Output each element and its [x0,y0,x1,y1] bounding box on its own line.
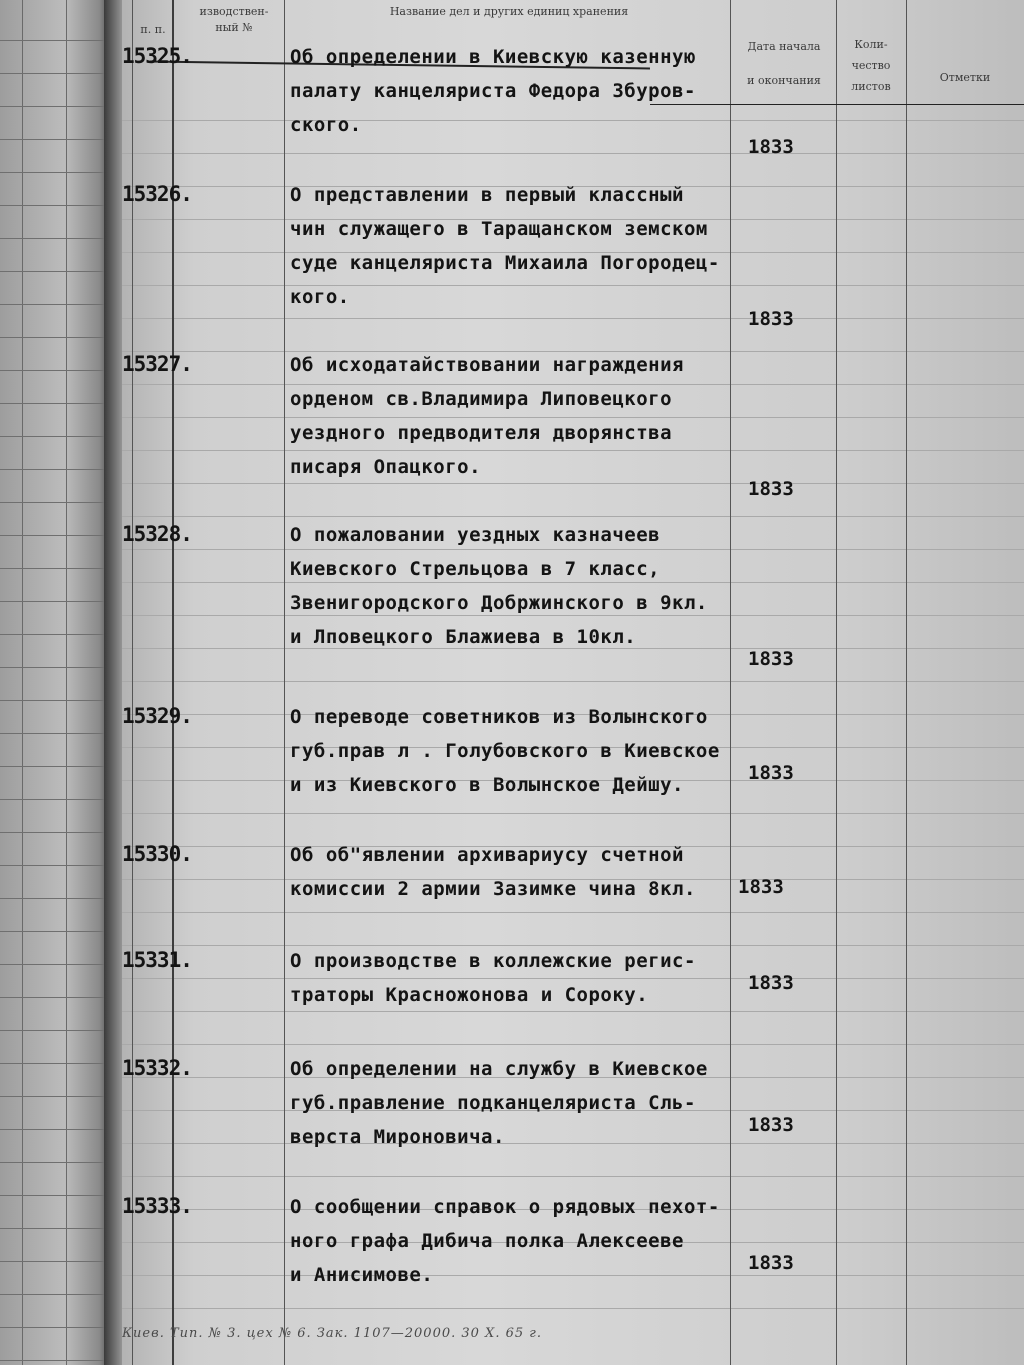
left-ruled-line [0,700,108,701]
entry-year: 1833 [748,308,794,330]
left-ruled-line [0,40,108,41]
header-prod: изводствен- ный № [199,5,269,34]
ruled-line [122,681,1024,682]
description-line: комиссии 2 армии Зазимке чина 8кл. [290,878,696,900]
left-ruled-line [0,1162,108,1163]
ruled-line [122,1044,1024,1045]
entry-number: 15331. [122,948,192,972]
left-ruled-line [0,568,108,569]
header-dates: Дата начала и окончания [747,40,821,87]
rule-title [284,0,285,1365]
description-line: верста Мироновича. [290,1126,505,1148]
entry-description [290,944,696,1012]
entry-number: 15330. [122,842,192,866]
ruled-line [122,318,1024,319]
entry-number: 15332. [122,1056,192,1080]
left-ruled-line [0,898,108,899]
description-line: уездного предводителя дворянства [290,422,673,444]
left-ruled-line [0,931,108,932]
description-line: суде канцеляриста Михаила Погородец- [290,252,720,274]
left-ruled-line [0,766,108,767]
rule-dates [730,0,731,1365]
entry-year: 1833 [748,1114,794,1136]
left-ruled-line [0,304,108,305]
left-ruled-line [0,337,108,338]
entry-description [290,348,684,484]
entry-number: 15326. [122,182,192,206]
left-ruled-line [0,964,108,965]
entry-description [290,178,720,314]
description-line: губ.прав л . Голубовского в Киевское [290,740,720,762]
description-line: траторы Красножонова и Сороку. [290,984,649,1006]
entry-year: 1833 [748,478,794,500]
left-ruled-line [0,1096,108,1097]
description-line: О пожаловании уездных казначеев [290,524,661,546]
left-ruled-line [0,1063,108,1064]
entry-number: 15325. [122,44,192,68]
left-ruled-line [0,1129,108,1130]
description-line: губ.правление подканцеляриста Сль- [290,1092,696,1114]
left-ruled-line [0,832,108,833]
print-footer: Киев. Тип. № 3. цех № 6. Зак. 1107—20000. 30 X. 65 г. [122,1326,542,1341]
ruled-line [122,912,1024,913]
entry-year: 1833 [748,972,794,994]
ruled-line [122,813,1024,814]
description-line: Киевского Стрельцова в 7 класс, [290,558,661,580]
header-sheets: Коли- чество листов [851,38,891,93]
entry-description [290,1052,708,1154]
description-line: и Лповецкого Блажиева в 10кл. [290,626,637,648]
description-line: ного графа Дибича полка Алексееве [290,1230,684,1252]
description-line: О производстве в коллежские регис- [290,950,696,972]
entry-year: 1833 [748,1252,794,1274]
left-page-edge [0,0,108,1365]
entry-number: 15327. [122,352,192,376]
left-ruled-line [0,238,108,239]
left-ruled-line [0,997,108,998]
left-ruled-line [0,370,108,371]
left-ruled-line [0,733,108,734]
entry-year: 1833 [748,648,794,670]
entry-description [290,838,696,906]
description-line: писаря Опацкого. [290,456,482,478]
description-line: палату канцеляриста Федора Збуров- [290,80,696,102]
rule-sheets [836,0,837,1365]
left-ruled-line [0,469,108,470]
ruled-line [122,1308,1024,1309]
left-ruled-line [0,139,108,140]
left-ruled-line [0,73,108,74]
ruled-line [122,1176,1024,1177]
description-line: О переводе советников из Волынского [290,706,708,728]
left-ruled-line [0,601,108,602]
left-ruled-line [0,403,108,404]
entry-description [290,1190,720,1292]
entry-year: 1833 [748,136,794,158]
header-divider-right [650,104,1024,105]
header-notes: Отметки [939,71,991,84]
header-title: Название дел и других единиц хранения [389,5,629,18]
left-ruled-line [0,1228,108,1229]
left-ruled-line [0,1030,108,1031]
register-page [122,0,1024,1365]
entry-number: 15329. [122,704,192,728]
description-line: Об об"явлении архивариусу счетной [290,844,684,866]
left-ruled-line [0,865,108,866]
entry-year: 1833 [738,876,784,898]
left-ruled-line [0,502,108,503]
description-line: Звенигородского Добржинского в 9кл. [290,592,708,614]
entry-description [290,518,708,654]
left-ruled-line [0,1327,108,1328]
header-num: п. п. [140,23,166,36]
entry-description [290,40,696,142]
description-line: и Анисимове. [290,1264,434,1286]
left-ruled-line [0,106,108,107]
left-ruled-line [0,799,108,800]
description-line: Об определении на службу в Киевское [290,1058,708,1080]
left-ruled-line [0,172,108,173]
entry-year: 1833 [748,762,794,784]
left-ruled-line [0,1261,108,1262]
left-ruled-line [0,1360,108,1361]
entry-number: 15328. [122,522,192,546]
description-line: ского. [290,114,362,136]
left-ruled-line [0,1195,108,1196]
left-ruled-line [0,436,108,437]
description-line: и из Киевского в Волынское Дейшу. [290,774,684,796]
description-line: кого. [290,286,350,308]
ruled-line [122,516,1024,517]
rule-notes [906,0,907,1365]
description-line: Об исходатайствовании награждения [290,354,684,376]
entry-description [290,700,720,802]
ruled-line [122,153,1024,154]
description-line: О представлении в первый классный [290,184,684,206]
description-line: орденом св.Владимира Липовецкого [290,388,673,410]
description-line: О сообщении справок о рядовых пехот- [290,1196,720,1218]
description-line: чин служащего в Таращанском земском [290,218,708,240]
left-ruled-line [0,205,108,206]
description-line: Об определении в Киевскую казенную [290,46,696,68]
left-ruled-line [0,634,108,635]
entry-number: 15333. [122,1194,192,1218]
left-ruled-line [0,1294,108,1295]
left-ruled-line [0,535,108,536]
left-ruled-line [0,667,108,668]
left-ruled-line [0,271,108,272]
